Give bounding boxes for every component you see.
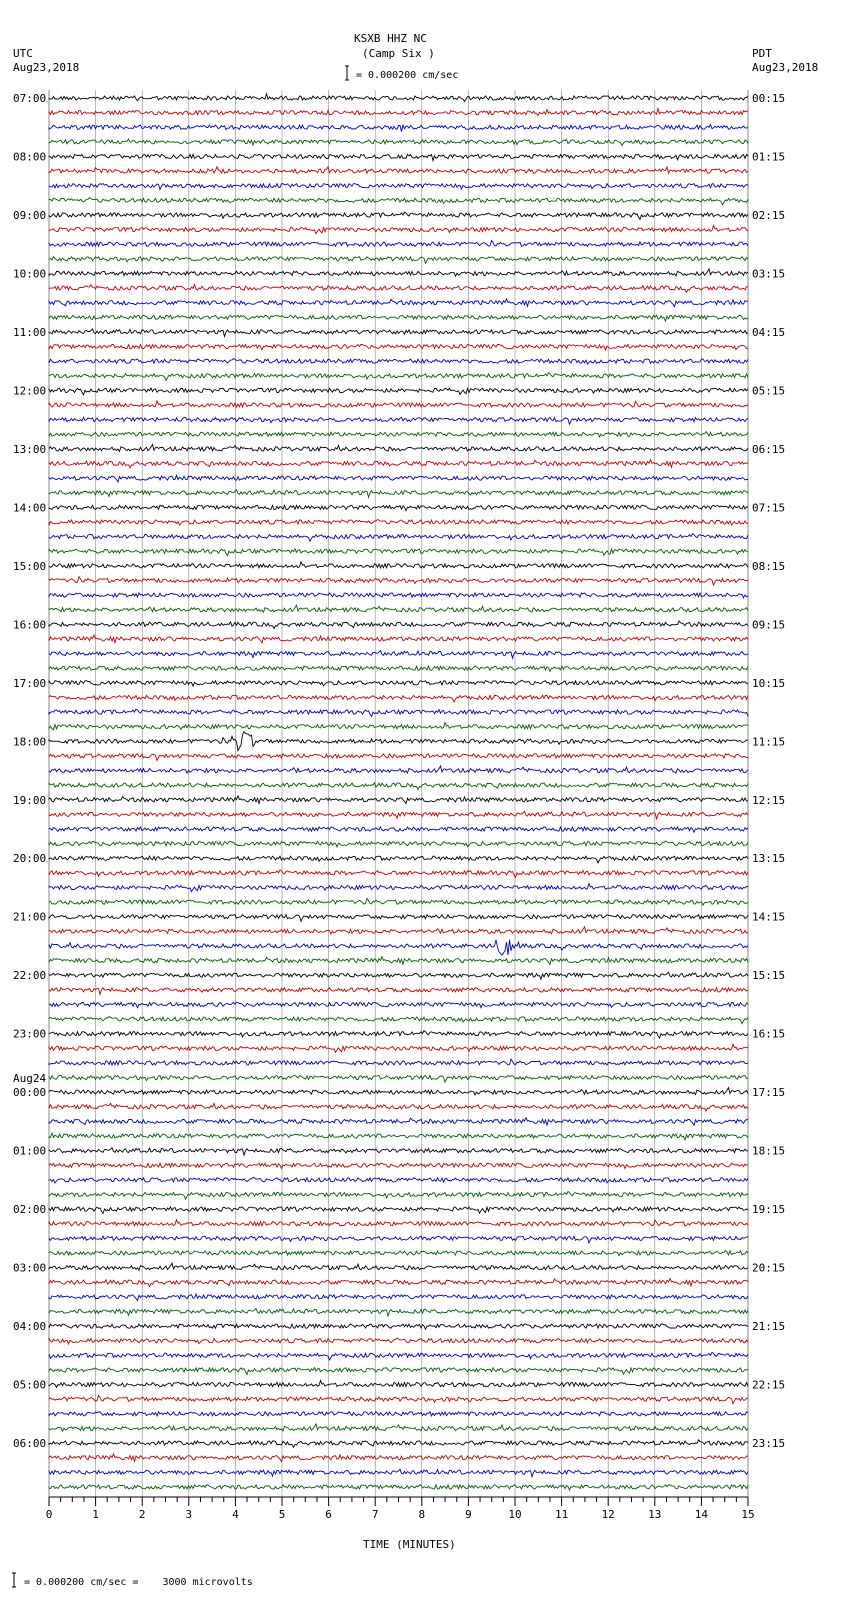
trace-0 <box>49 94 748 102</box>
trace-23 <box>49 432 748 437</box>
trace-77 <box>49 1220 748 1226</box>
utc-label-19: 02:00 <box>13 1203 47 1217</box>
x-tick-label-14: 14 <box>694 1508 709 1521</box>
trace-14 <box>49 299 748 307</box>
x-tick-label-1: 1 <box>92 1508 99 1521</box>
trace-15 <box>49 315 748 321</box>
trace-25 <box>49 460 748 468</box>
pdt-label-21: 21:15 <box>752 1320 786 1334</box>
trace-2 <box>49 125 748 132</box>
trace-46 <box>49 766 748 773</box>
trace-30 <box>49 534 748 542</box>
trace-70 <box>49 1118 748 1126</box>
trace-84 <box>49 1324 748 1329</box>
trace-42 <box>49 709 748 716</box>
pdt-label-10: 10:15 <box>752 676 786 690</box>
trace-34 <box>49 593 748 598</box>
trace-94 <box>49 1469 748 1477</box>
x-tick-label-5: 5 <box>278 1508 286 1521</box>
trace-65 <box>49 1044 748 1052</box>
utc-label-14: 21:00 <box>13 910 47 924</box>
trace-50 <box>49 827 748 832</box>
utc-label-23: 06:00 <box>13 1437 47 1451</box>
trace-31 <box>49 549 748 556</box>
trace-24 <box>49 444 748 451</box>
trace-64 <box>49 1031 748 1038</box>
trace-22 <box>49 417 748 424</box>
trace-69 <box>49 1103 748 1111</box>
pdt-label-3: 03:15 <box>752 267 786 281</box>
utc-label-22: 05:00 <box>13 1378 47 1392</box>
trace-11 <box>49 257 748 264</box>
x-tick-label-6: 6 <box>325 1508 332 1521</box>
trace-63 <box>49 1017 748 1024</box>
pdt-label-2: 02:15 <box>752 208 786 222</box>
utc-label-9: 16:00 <box>13 618 47 632</box>
x-tick-label-11: 11 <box>554 1508 569 1521</box>
trace-19 <box>49 373 748 381</box>
trace-4 <box>49 154 748 160</box>
pdt-label-9: 09:15 <box>752 618 786 632</box>
trace-12 <box>49 269 748 276</box>
utc-label-8: 15:00 <box>13 559 47 573</box>
trace-56 <box>49 915 748 922</box>
pdt-label-1: 01:15 <box>752 150 786 164</box>
trace-26 <box>49 475 748 482</box>
pdt-label-7: 07:15 <box>752 501 786 515</box>
trace-95 <box>49 1485 748 1490</box>
pdt-label-23: 23:15 <box>752 1437 786 1451</box>
trace-35 <box>49 605 748 612</box>
scale-label: = 0.000200 cm/sec <box>356 70 459 81</box>
right-timezone: PDT <box>752 47 772 60</box>
pdt-label-20: 20:15 <box>752 1261 786 1275</box>
x-tick-label-9: 9 <box>465 1508 472 1521</box>
utc-label-2: 09:00 <box>13 208 47 222</box>
x-tick-label-10: 10 <box>508 1508 522 1521</box>
trace-76 <box>49 1207 748 1214</box>
utc-label-1: 08:00 <box>13 150 47 164</box>
trace-20 <box>49 388 748 395</box>
utc-label-11: 18:00 <box>13 735 47 749</box>
trace-61 <box>49 988 748 995</box>
trace-39 <box>49 666 748 671</box>
trace-92 <box>49 1440 748 1448</box>
utc-label-18: 01:00 <box>13 1144 47 1158</box>
trace-9 <box>49 226 748 234</box>
footer-scale-label: = 0.000200 cm/sec = 3000 microvolts <box>24 1577 253 1588</box>
station-title: KSXB HHZ NC <box>354 32 427 45</box>
trace-45 <box>49 754 748 761</box>
trace-38 <box>49 651 748 659</box>
trace-16 <box>49 329 748 337</box>
utc-label-20: 03:00 <box>13 1261 47 1275</box>
trace-40 <box>49 680 748 686</box>
utc-label-0: 07:00 <box>13 92 47 105</box>
trace-52 <box>49 856 748 863</box>
utc-label-3: 10:00 <box>13 267 47 281</box>
trace-44 <box>49 732 748 751</box>
trace-55 <box>49 898 748 905</box>
trace-80 <box>49 1263 748 1270</box>
minute-gridlines <box>49 90 748 1497</box>
x-tick-label-7: 7 <box>371 1508 379 1521</box>
pdt-label-6: 06:15 <box>752 442 786 456</box>
right-date: Aug23,2018 <box>752 61 819 74</box>
pdt-label-19: 19:15 <box>752 1203 786 1217</box>
utc-label-10: 17:00 <box>13 676 47 690</box>
pdt-label-16: 16:15 <box>752 1027 786 1041</box>
pdt-label-5: 05:15 <box>752 384 786 398</box>
x-tick-label-0: 0 <box>45 1508 53 1521</box>
date-change-label: Aug24 <box>13 1072 47 1086</box>
x-tick-label-13: 13 <box>648 1508 662 1521</box>
trace-90 <box>49 1412 748 1416</box>
x-axis-title: TIME (MINUTES) <box>363 1538 456 1551</box>
trace-6 <box>49 184 748 190</box>
pdt-label-14: 14:15 <box>752 910 786 924</box>
utc-label-21: 04:00 <box>13 1320 47 1334</box>
trace-68 <box>49 1088 748 1095</box>
footer-scale-icon <box>12 1573 16 1587</box>
pdt-label-11: 11:15 <box>752 735 786 749</box>
trace-13 <box>49 285 748 293</box>
trace-83 <box>49 1309 748 1317</box>
trace-71 <box>49 1133 748 1140</box>
trace-67 <box>49 1075 748 1082</box>
trace-87 <box>49 1368 748 1375</box>
trace-60 <box>49 972 748 979</box>
trace-37 <box>49 635 748 643</box>
utc-label-12: 19:00 <box>13 793 47 807</box>
trace-89 <box>49 1395 748 1403</box>
time-axis <box>46 1497 755 1521</box>
trace-48 <box>49 796 748 804</box>
trace-5 <box>49 167 748 173</box>
trace-8 <box>49 212 748 219</box>
trace-73 <box>49 1163 748 1169</box>
trace-62 <box>49 1002 748 1007</box>
utc-label-13: 20:00 <box>13 852 47 866</box>
pdt-label-12: 12:15 <box>752 793 786 807</box>
trace-51 <box>49 841 748 847</box>
x-tick-label-15: 15 <box>741 1508 755 1521</box>
trace-86 <box>49 1352 748 1360</box>
trace-88 <box>49 1381 748 1388</box>
station-location: (Camp Six ) <box>362 47 435 60</box>
pdt-label-4: 04:15 <box>752 325 786 339</box>
trace-74 <box>49 1177 748 1183</box>
seismic-traces <box>49 94 748 1490</box>
utc-label-5: 12:00 <box>13 384 47 398</box>
trace-36 <box>49 621 748 629</box>
pdt-label-17: 17:15 <box>752 1086 786 1100</box>
pdt-label-18: 18:15 <box>752 1144 786 1158</box>
trace-41 <box>49 695 748 702</box>
utc-label-4: 11:00 <box>13 325 47 339</box>
trace-66 <box>49 1059 748 1065</box>
trace-10 <box>49 241 748 247</box>
pdt-label-8: 08:15 <box>752 559 786 573</box>
trace-72 <box>49 1148 748 1156</box>
left-date: Aug23,2018 <box>13 61 80 74</box>
trace-85 <box>49 1338 748 1344</box>
pdt-label-0: 00:15 <box>752 92 786 105</box>
trace-79 <box>49 1250 748 1255</box>
trace-82 <box>49 1294 748 1301</box>
trace-28 <box>49 505 748 510</box>
trace-32 <box>49 562 748 568</box>
utc-label-15: 22:00 <box>13 969 47 983</box>
trace-78 <box>49 1236 748 1243</box>
trace-81 <box>49 1278 748 1286</box>
trace-27 <box>49 490 748 498</box>
x-tick-label-2: 2 <box>138 1508 146 1521</box>
x-tick-label-8: 8 <box>418 1508 426 1521</box>
trace-43 <box>49 723 748 730</box>
trace-53 <box>49 870 748 877</box>
trace-33 <box>49 577 748 585</box>
pdt-label-22: 22:15 <box>752 1378 786 1392</box>
left-timezone: UTC <box>13 47 33 60</box>
x-tick-label-4: 4 <box>232 1508 239 1521</box>
trace-7 <box>49 198 748 205</box>
utc-label-7: 14:00 <box>13 501 47 515</box>
trace-1 <box>49 109 748 116</box>
trace-29 <box>49 519 748 525</box>
trace-75 <box>49 1192 748 1200</box>
trace-91 <box>49 1424 748 1431</box>
trace-17 <box>49 344 748 349</box>
pdt-label-15: 15:15 <box>752 969 786 983</box>
trace-3 <box>49 139 748 146</box>
utc-label-16: 23:00 <box>13 1027 47 1041</box>
trace-58 <box>49 940 748 955</box>
trace-54 <box>49 883 748 891</box>
trace-21 <box>49 401 748 407</box>
x-tick-label-12: 12 <box>601 1508 615 1521</box>
pdt-label-13: 13:15 <box>752 852 786 866</box>
x-tick-label-3: 3 <box>185 1508 193 1521</box>
trace-18 <box>49 359 748 365</box>
trace-93 <box>49 1454 748 1462</box>
trace-59 <box>49 957 748 965</box>
utc-label-17: 00:00 <box>13 1086 47 1100</box>
trace-57 <box>49 927 748 934</box>
trace-47 <box>49 783 748 790</box>
trace-49 <box>49 811 748 819</box>
utc-label-6: 13:00 <box>13 442 47 456</box>
